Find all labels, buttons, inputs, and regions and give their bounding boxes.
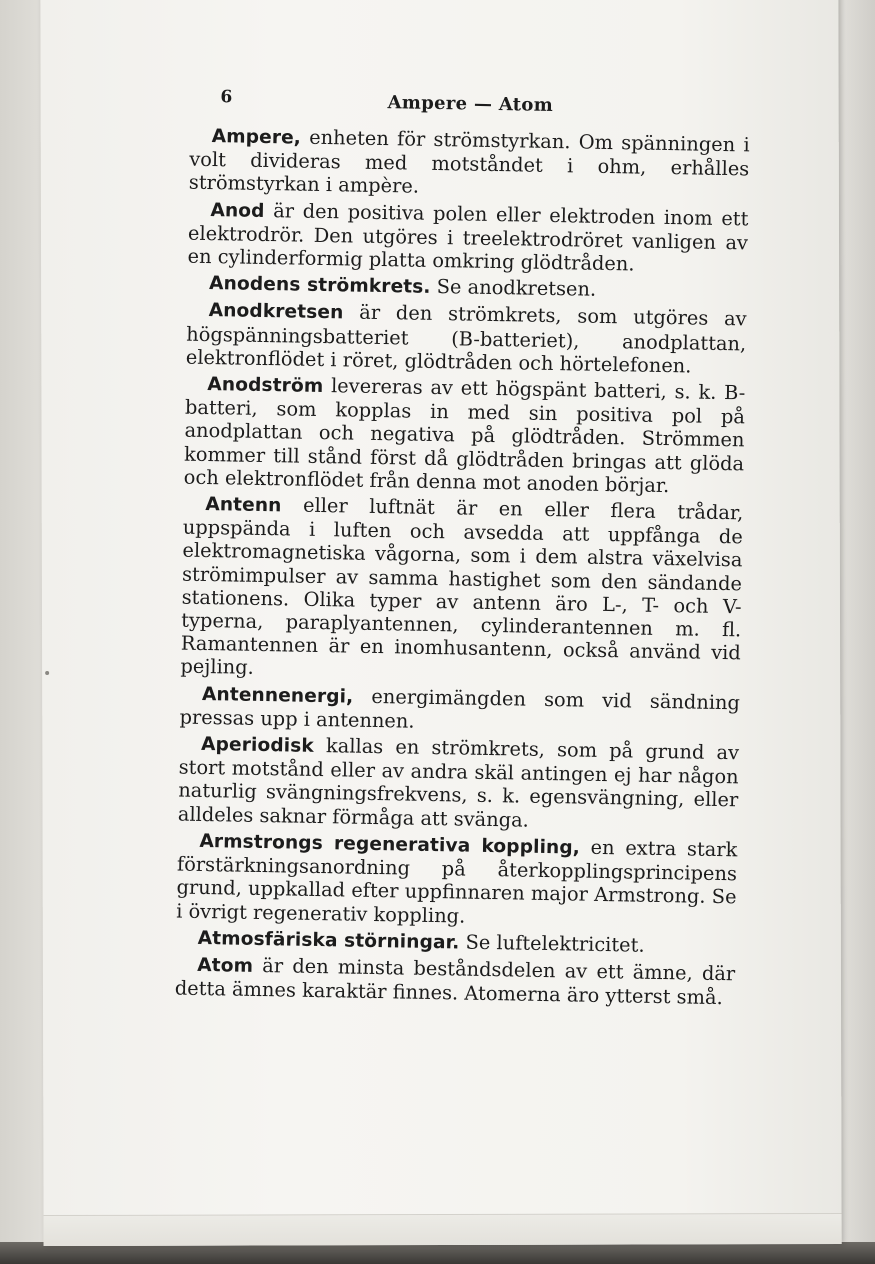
headword: Anod: [210, 199, 265, 222]
entry-atom: [175, 952, 736, 1009]
headword: Antenn: [205, 494, 282, 517]
entry-armstrongs-regenerativa-koppling: [176, 828, 738, 932]
page-bottom-edge: [44, 1213, 842, 1246]
entry-text: enheten för strömstyrkan. Om spänningen i volt divideras med motståndet i ohm, erhålles strömstyrkan i ampère.: [188, 125, 750, 199]
entry-text: energimängden som vid sändning pressas upp i antennen.: [179, 684, 741, 733]
headword: Antennenergi,: [201, 683, 354, 708]
headword: Armstrongs regenerativa koppling,: [199, 830, 581, 859]
entry-anodstrom: [184, 372, 746, 499]
headword: Anodström: [207, 374, 324, 398]
entry-antennenergi: [179, 681, 740, 738]
headword: Atom: [197, 954, 254, 977]
entry-antenn: [180, 492, 743, 688]
page-text-block: [175, 86, 751, 1013]
entry-text: är den positiva polen eller elektroden inom ett elektrodrör. Den utgöres i treelektrodröret vanligen av en cylinderformig platta omkring glödtråden.: [187, 198, 749, 276]
entry-text: kallas en strömkrets, som på grund av stort motstånd eller av andra skäl antingen ej har någon naturlig svängningsfrekvens, s. k. egensvängning, eller alldeles saknar förmåga att svänga.: [177, 733, 740, 832]
entry-text: är den strömkrets, som utgöres av högspänningsbatteriet (B-batteriet), anodplattan, elektronflödet i röret, glödtråden och hörtelefonen.: [185, 300, 747, 378]
dictionary-entries: [175, 124, 750, 1010]
entry-text: levereras av ett högspänt batteri, s. k. B-batteri, som kopplas in med sin positiva pol på anodplattan och negativa på glödtråden. Strömmen kommer till stånd först då glödtråden bringas att glöda och elektronflödet från denna mot anoden börjar.: [183, 374, 746, 497]
entry-text: är den minsta beståndsdelen av ett ämne, där detta ämnes karaktär finnes. Atomerna äro ytterst små.: [174, 953, 736, 1010]
entry-anodkretsen: [186, 298, 747, 378]
entry-aperiodisk: [178, 732, 740, 836]
entry-text: eller luftnät är en eller flera trådar, uppspända i luften och avsedda att uppfånga de elektromagnetiska vågorna, som i dem alstra växelvisa strömimpulser av samma hastighet som den sändande stationens. Olika typer av antenn äro L-, T- och V-typerna, paraplyantennen, cylinderantennen m. fl. Ramantennen är en inomhusantenn, också använd vid pejling.: [180, 493, 744, 680]
page-number: 6: [220, 87, 233, 108]
headword: Ampere,: [211, 126, 302, 149]
headword: Atmosfäriska störningar.: [197, 927, 460, 954]
headword: Anodens strömkrets.: [208, 273, 431, 299]
entry-ampere: [189, 124, 750, 204]
paper-speck: [45, 671, 49, 675]
headword: Anodkretsen: [208, 300, 344, 324]
entry-text: Se luftelektricitet.: [459, 930, 645, 957]
running-head: Ampere — Atom: [387, 92, 554, 116]
entry-text: Se anodkretsen.: [430, 275, 597, 301]
entry-anod: [187, 197, 748, 277]
entry-text: en extra stark förstärkningsanordning på återkopplingsprincipens grund, uppkallad efter uppfinnaren major Armstrong. Se i övrigt regenerativ koppling.: [176, 835, 738, 928]
book-page: [40, 0, 841, 1246]
headword: Aperiodisk: [200, 734, 315, 757]
